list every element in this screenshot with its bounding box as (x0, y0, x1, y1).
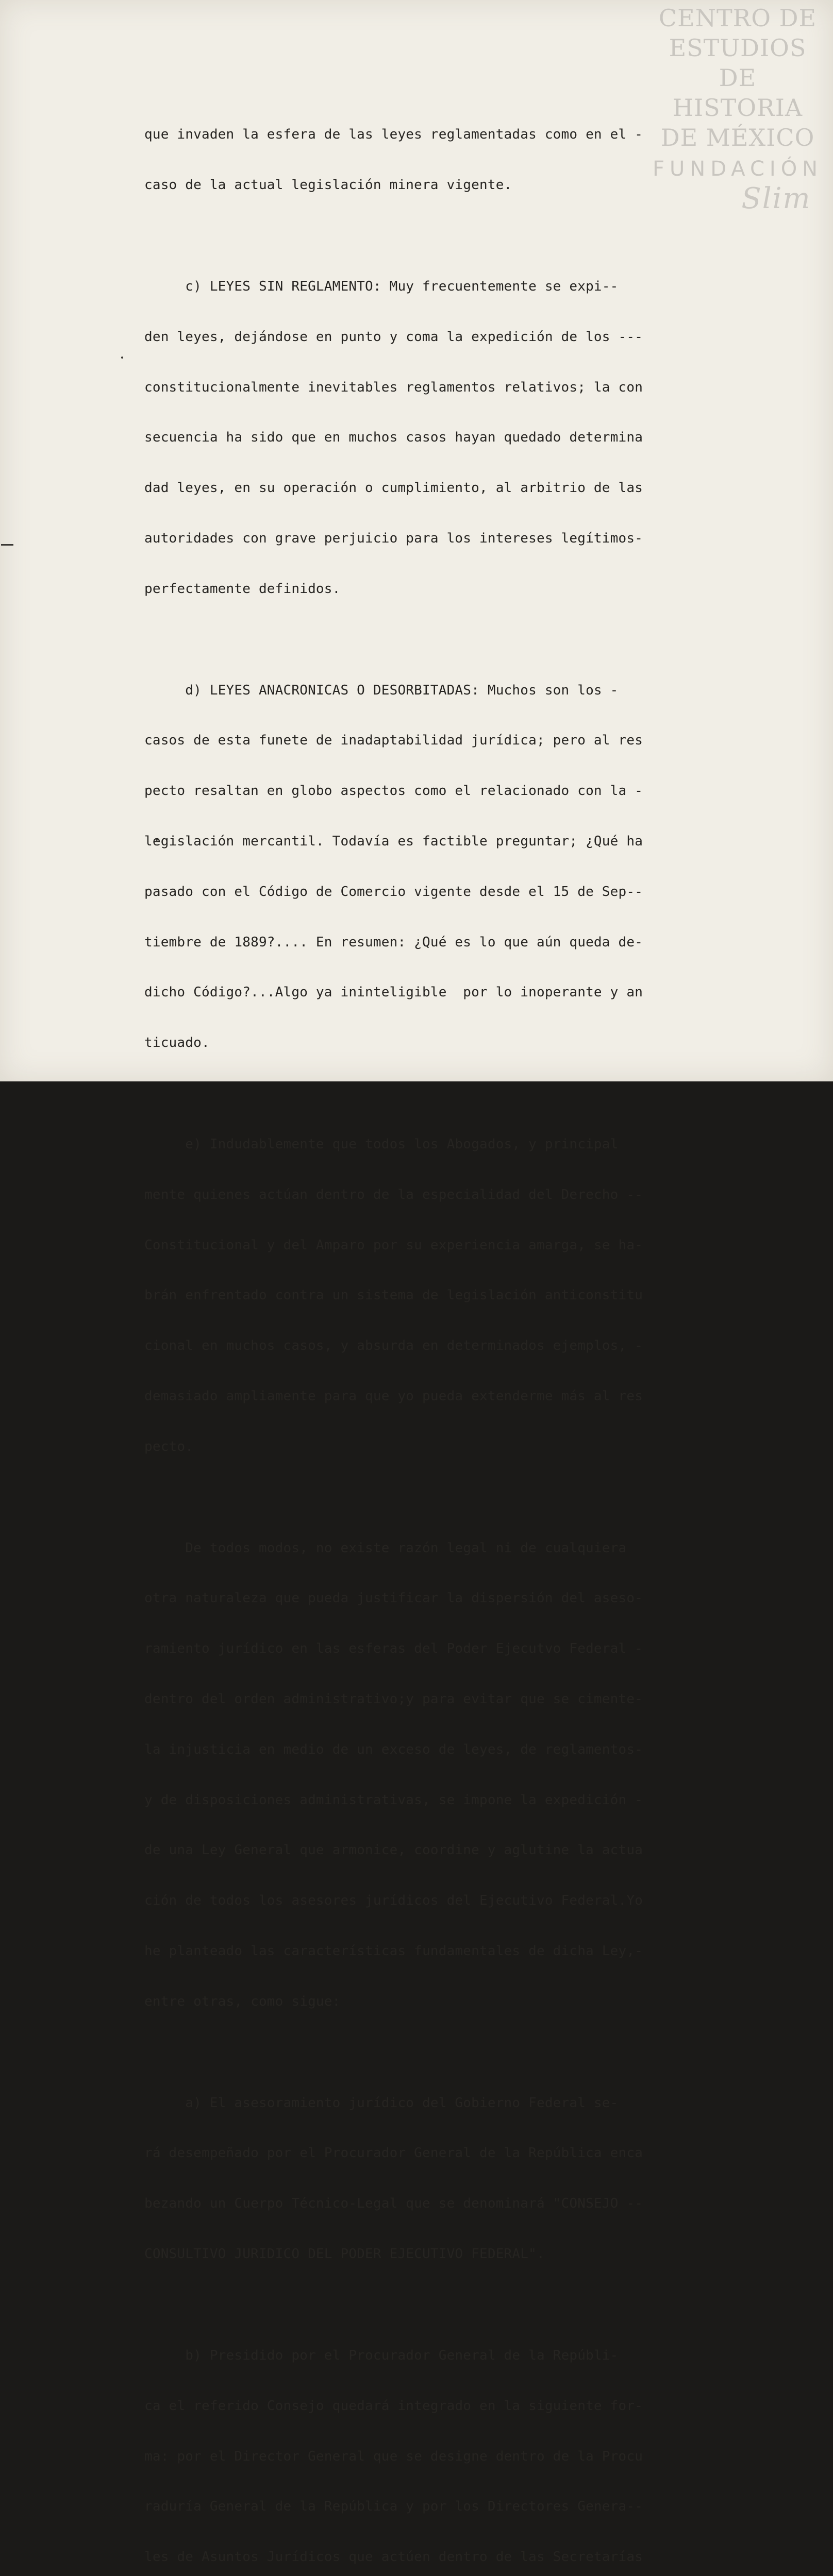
text-line: secuencia ha sido que en muchos casos hayan quedado determina (144, 430, 643, 446)
text-line: bezando un Cuerpo Técnico-Legal que se denominará "CONSEJO -- (144, 2196, 643, 2212)
text-line: raduría General de la República y por los Directores Genera-- (144, 2499, 643, 2515)
text-line: les de Asuntos Jurídicos que actúen dentro de las Secretarías (144, 2549, 643, 2565)
text-line: entre otras, como sigue: (144, 1993, 341, 2009)
text-line: mente quienes actúan dentro de la especialidad del Derecho -- (144, 1187, 643, 1202)
text-line: constitucionalmente inevitables reglamentos relativos; la con (144, 379, 643, 395)
text-line: d) LEYES ANACRONICAS O DESORBITADAS: Muchos son los - (144, 682, 619, 698)
stray-dot-mark (121, 357, 123, 359)
document-body (144, 93, 773, 2576)
text-line: b) Presidido por el Procurador General de la Repúbli- (144, 2348, 619, 2363)
text-line: demasiado ampliamente para que yo pueda extenderme más al res (144, 1388, 643, 1404)
text-line: De todos modos, no existe razón legal ni de cualquiera (144, 1540, 627, 1556)
watermark-fundacion: FUNDACIÓN (653, 157, 823, 181)
text-line: autoridades con grave perjuicio para los intereses legítimos- (144, 530, 643, 546)
text-line: pasado con el Código de Comercio vigente desde el 15 de Sep-- (144, 884, 643, 900)
text-line: legislación mercantil. Todavía es factible preguntar; ¿Qué ha (144, 833, 643, 849)
text-line: ticuado. (144, 1035, 210, 1051)
text-line: ma: por el Director General que se designe dentro de la Procu (144, 2448, 643, 2464)
paragraph-intro (144, 93, 773, 227)
text-line: ramiento jurídico en las esferas del Poder Ejecutvo Federal - (144, 1641, 643, 1657)
text-line: perfectamente definidos. (144, 581, 341, 597)
text-line: tiembre de 1889?.... En resumen: ¿Qué es lo que aún queda de- (144, 934, 643, 950)
text-line: ca el referido Consejo quedará integrado en la siguiente for- (144, 2398, 643, 2414)
text-line: pecto resaltan en globo aspectos como el relacionado con la - (144, 783, 643, 799)
paragraph-e-indudablemente (144, 1103, 773, 1489)
paragraph-b-presidido (144, 2314, 773, 2576)
text-line: e) Indudablemente que todos los Abogados, y principal (144, 1137, 619, 1153)
text-line: dentro del orden administrativo;y para evitar que se cimente- (144, 1691, 643, 1707)
paragraph-a-asesoramiento (144, 2061, 773, 2296)
text-line: c) LEYES SIN REGLAMENTO: Muy frecuentemente se expi-- (144, 278, 619, 294)
text-line: ción de todos los asesores jurídicos del Ejecutivo Federal.Yo (144, 1893, 643, 1909)
watermark-line-2: ESTUDIOS (669, 34, 807, 62)
text-line: otra naturaleza que pueda justificar la dispersión del aseso- (144, 1590, 643, 1606)
watermark-line-3: DE HISTORIA (672, 64, 803, 122)
text-line: a) El asesoramiento jurídico del Gobierno Federal se- (144, 2095, 619, 2111)
text-line: he planteado las características fundamentales de dicha Ley,- (144, 1943, 643, 1959)
text-line: dad leyes, en su operación o cumplimiento, al arbitrio de las (144, 480, 643, 496)
text-line: rá desempeñado por el Procurador General de la República enca (144, 2145, 643, 2161)
text-line: dicho Código?...Algo ya ininteligible por lo inoperante y an (144, 985, 643, 1001)
text-line: CONSULTIVO JURIDICO DEL PODER EJECUTIVO FEDERAL". (144, 2246, 545, 2262)
text-line: Constitucional y del Amparo por su experiencia amarga, se ha- (144, 1237, 643, 1253)
watermark-signature: Slim (741, 182, 811, 215)
text-line: brán enfrentado contra un sistema de legislación anticonstitu (144, 1287, 643, 1303)
paragraph-c-leyes-sin-reglamento (144, 245, 773, 631)
text-line: den leyes, dejándose en punto y coma la expedición de los --- (144, 329, 643, 345)
text-line: de una Ley General que armonice, coordine y aglutine la actua (144, 1842, 643, 1858)
text-line: casos de esta funete de inadaptabilidad jurídica; pero al res (144, 733, 643, 749)
watermark-line-1: CENTRO DE (658, 4, 817, 32)
paragraph-de-todos-modos (144, 1506, 773, 2044)
text-line: que invaden la esfera de las leyes reglamentadas como en el - (144, 127, 643, 143)
text-line: cional en muchos casos, y absurda en determinados ejemplos, - (144, 1338, 643, 1354)
paragraph-d-leyes-anacronicas (144, 648, 773, 1084)
text-line: caso de la actual legislación minera vigente. (144, 177, 512, 193)
margin-tick-mark (1, 544, 13, 546)
text-line: la injusticia en medio de un exceso de leyes, de reglamentos- (144, 1741, 643, 1757)
text-line: y de disposiciones administrativas, se impone la expedición - (144, 1792, 643, 1808)
watermark-line-4: DE MÉXICO (660, 124, 815, 151)
text-line: pecto. (144, 1438, 194, 1454)
